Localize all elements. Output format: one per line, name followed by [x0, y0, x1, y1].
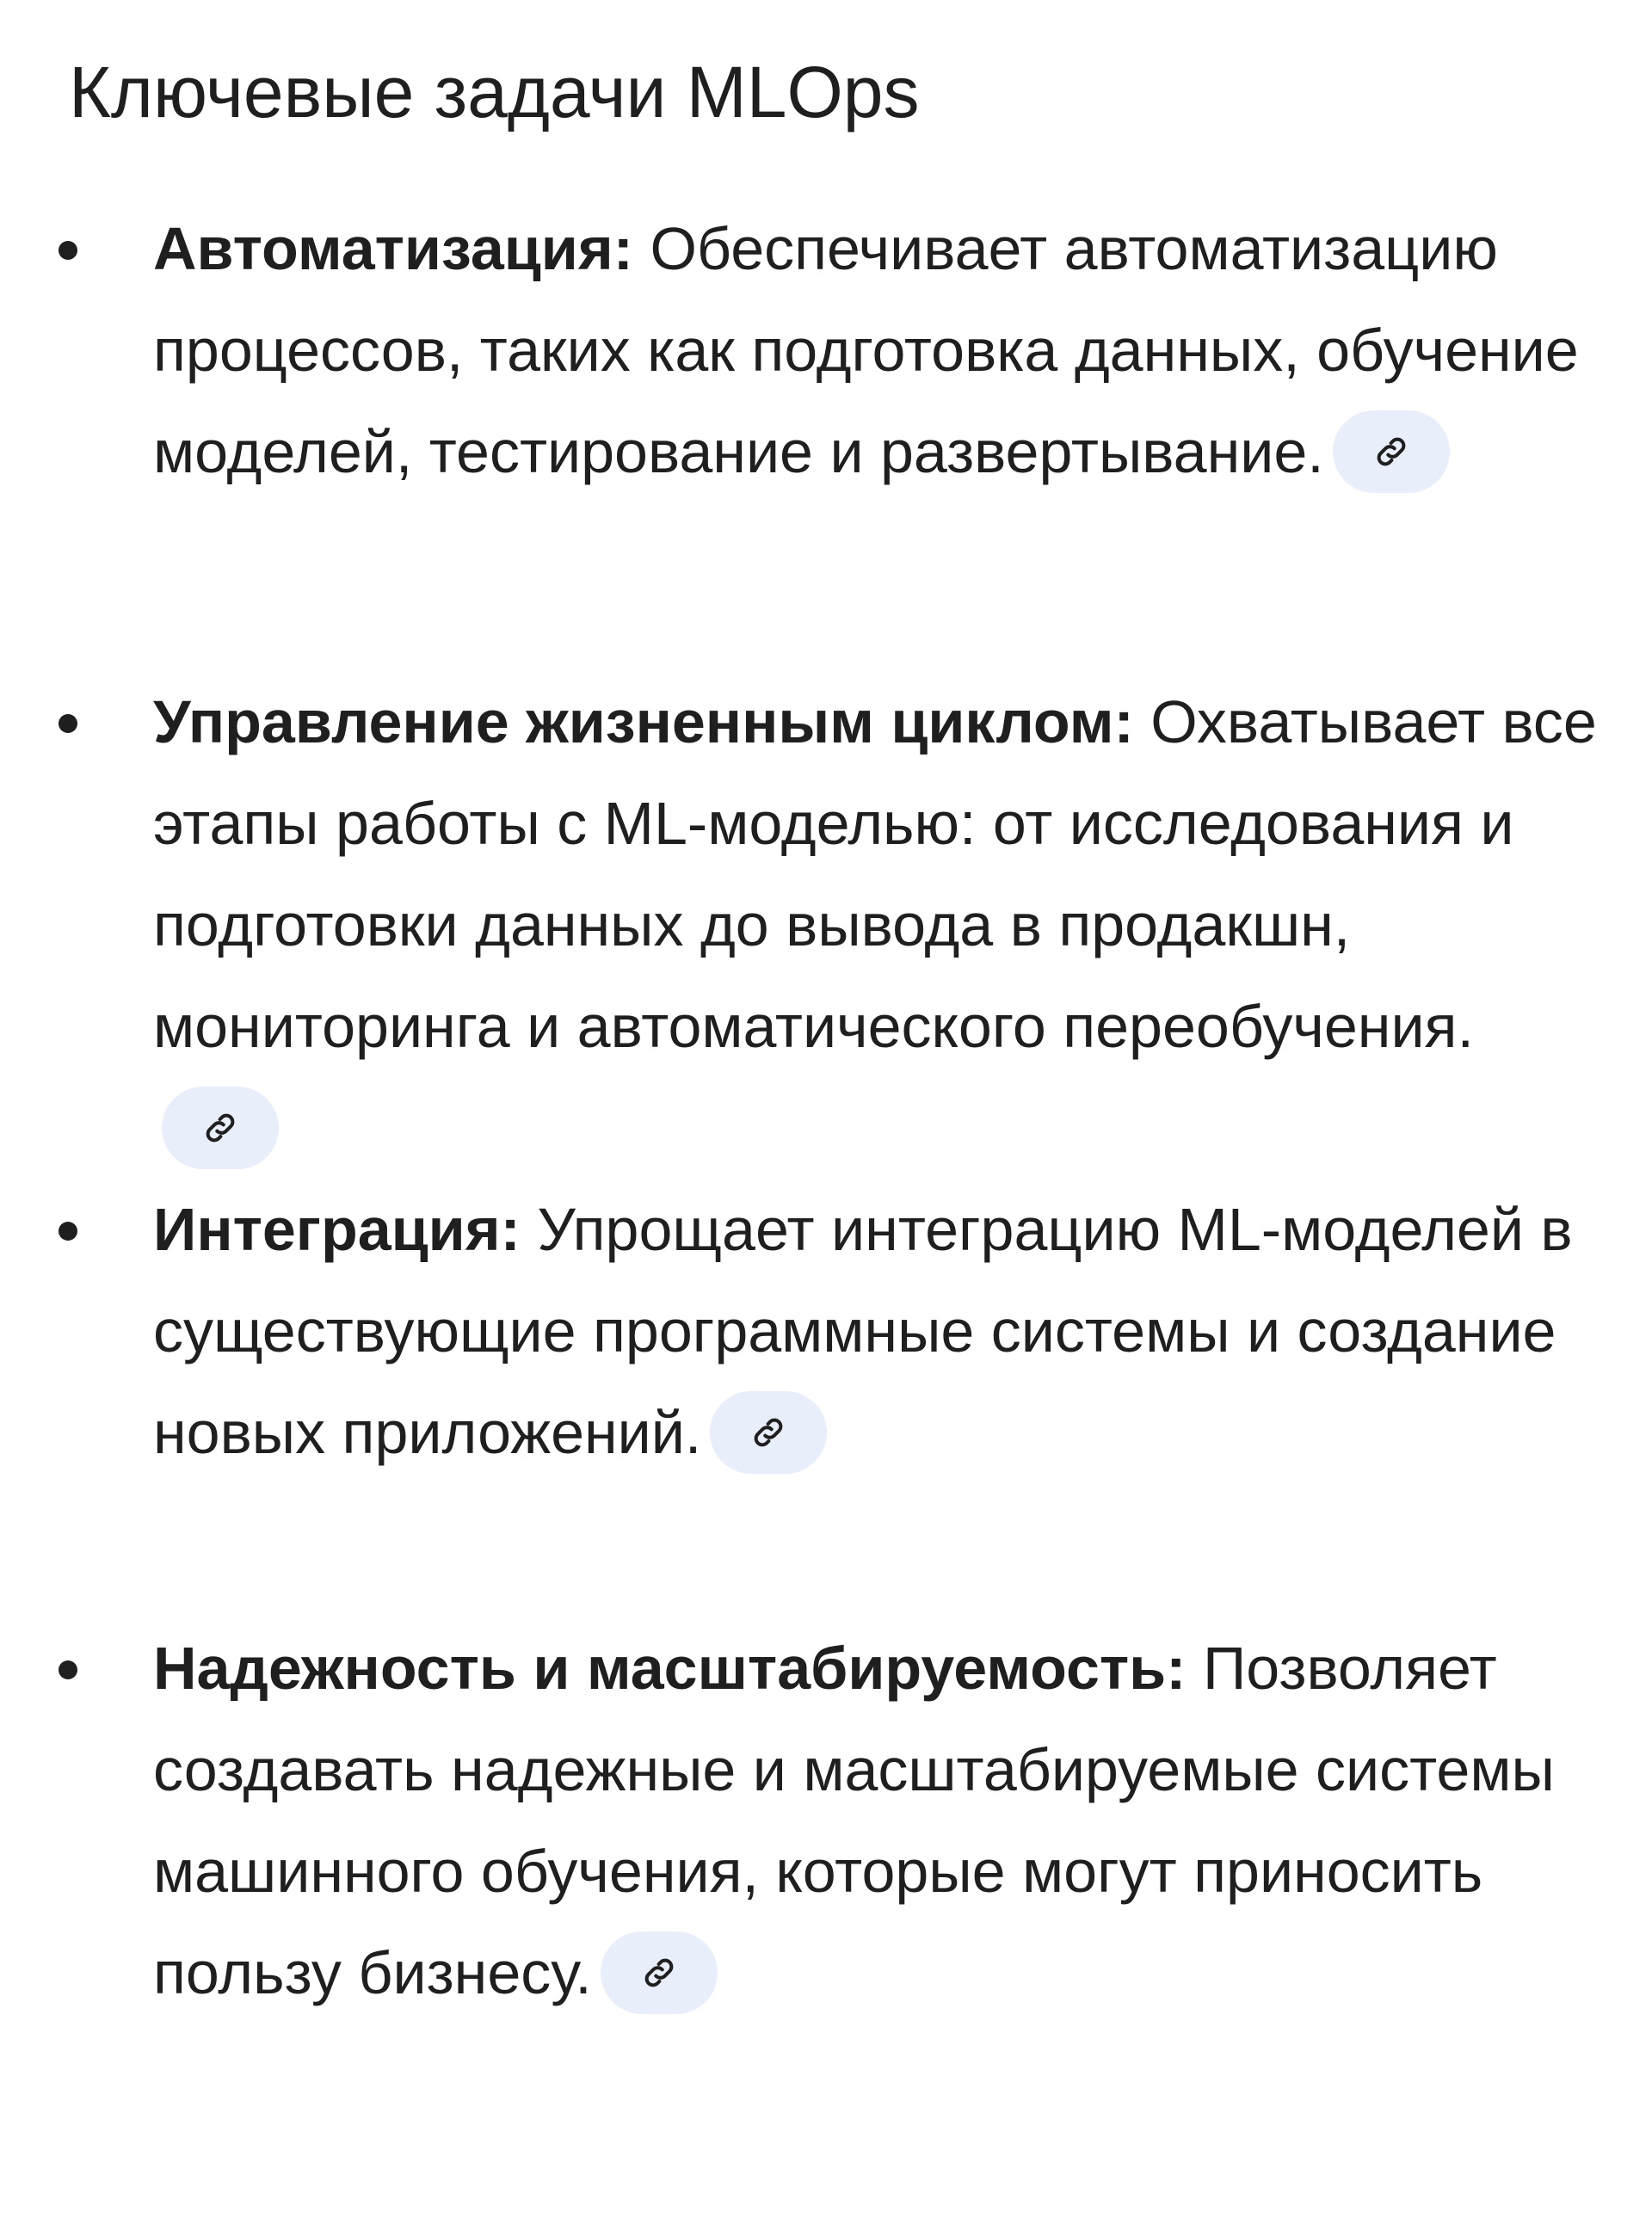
source-link-chip[interactable] [710, 1391, 827, 1474]
item-description: Охватывает все этапы работы с ML-моделью: от исследования и подготовки данных до вывода в продакшн, мониторинга и автоматического переобучения. [153, 688, 1597, 1060]
list-item-text [153, 671, 1599, 1179]
bullet-dot [59, 1660, 77, 1679]
source-link-chip[interactable] [1333, 410, 1450, 493]
list-item-text [153, 1179, 1599, 1483]
item-term: Управление жизненным циклом: [153, 688, 1134, 755]
list-item-text [153, 1617, 1599, 2024]
source-link-chip[interactable] [601, 1931, 718, 2014]
link-icon [749, 1414, 787, 1451]
item-term: Надежность и масштабируемость: [153, 1635, 1187, 1702]
link-icon [1372, 433, 1410, 471]
bullet-dot [59, 241, 77, 260]
bullet-dot [59, 714, 77, 733]
bullet-dot [59, 1222, 77, 1241]
source-link-chip[interactable] [162, 1087, 279, 1169]
item-description: Обеспечивает автоматизацию процессов, таких как подготовка данных, обучение моделей, тестирование и развертывание. [153, 215, 1579, 485]
item-term: Автоматизация: [153, 215, 633, 282]
list-item-text [153, 198, 1599, 502]
item-term: Интеграция: [153, 1196, 521, 1263]
item-description: Упрощает интеграцию ML-моделей в существующие программные системы и создание новых приложений. [153, 1196, 1573, 1466]
link-icon [640, 1954, 678, 1992]
section-heading: Ключевые задачи MLOps [69, 52, 920, 132]
item-description: Позволяет создавать надежные и масштабируемые системы машинного обучения, которые могут приносить пользу бизнесу. [153, 1635, 1555, 2006]
link-icon [201, 1109, 239, 1147]
